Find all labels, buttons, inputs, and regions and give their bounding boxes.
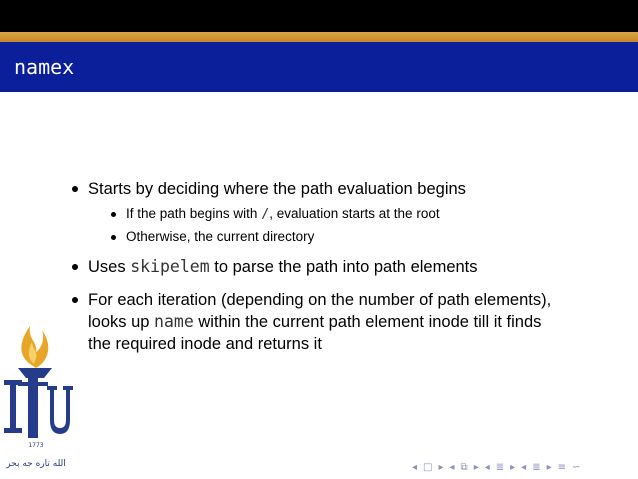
navigation-bar	[412, 460, 580, 474]
sub-list-item: If the path begins with /, evaluation starts at the root	[126, 206, 440, 222]
nav-left-icon[interactable]: ◂	[412, 461, 418, 473]
list-item: For each iteration (depending on the number of path elements), looks up name within the current path element inode till it finds the required inode and returns it	[88, 291, 552, 353]
sub-list-item: Otherwise, the current directory	[126, 229, 315, 244]
subsection-icon[interactable]: ⧉	[460, 461, 468, 473]
nav-left-icon[interactable]: ◂	[449, 461, 455, 473]
list-item-text: Starts by deciding where the path evaluation begins	[88, 180, 466, 198]
bullet-icon	[72, 186, 78, 192]
nav-right-icon[interactable]: ▸	[546, 461, 552, 473]
bullet-icon	[72, 264, 78, 270]
nav-right-icon[interactable]: ▸	[438, 461, 444, 473]
section-icon[interactable]: ≣	[495, 461, 505, 473]
inline-code: name	[154, 312, 194, 331]
svg-text:1773: 1773	[28, 442, 44, 449]
frame-icon[interactable]: □	[423, 461, 433, 473]
list-item	[88, 178, 466, 200]
sub-bullet-icon	[111, 235, 116, 240]
svg-text:ﺍﻟﻠﻪ ﺗﺎﺭﻩ ﺟﻪ ﺑﺤﺮ: ﺍﻟﻠﻪ ﺗﺎﺭﻩ ﺟﻪ ﺑﺤﺮ	[6, 459, 66, 469]
search-icon[interactable]: ∽	[572, 461, 581, 473]
slide-icon[interactable]: ≡	[557, 461, 567, 473]
inline-code: /	[261, 206, 270, 222]
sub-bullet-icon	[111, 212, 116, 217]
nav-left-icon[interactable]: ◂	[521, 461, 527, 473]
itu-logo	[0, 322, 80, 472]
bullet-icon	[72, 297, 78, 303]
inline-code: skipelem	[130, 257, 210, 276]
nav-left-icon[interactable]: ◂	[484, 461, 490, 473]
nav-right-icon[interactable]: ▸	[473, 461, 479, 473]
nav-right-icon[interactable]: ▸	[510, 461, 516, 473]
frame-title: namex	[14, 55, 75, 79]
list-item: Uses skipelem to parse the path into path elements	[88, 257, 478, 276]
itu-logo-graphic	[0, 322, 80, 472]
section-icon[interactable]: ≣	[532, 461, 541, 473]
